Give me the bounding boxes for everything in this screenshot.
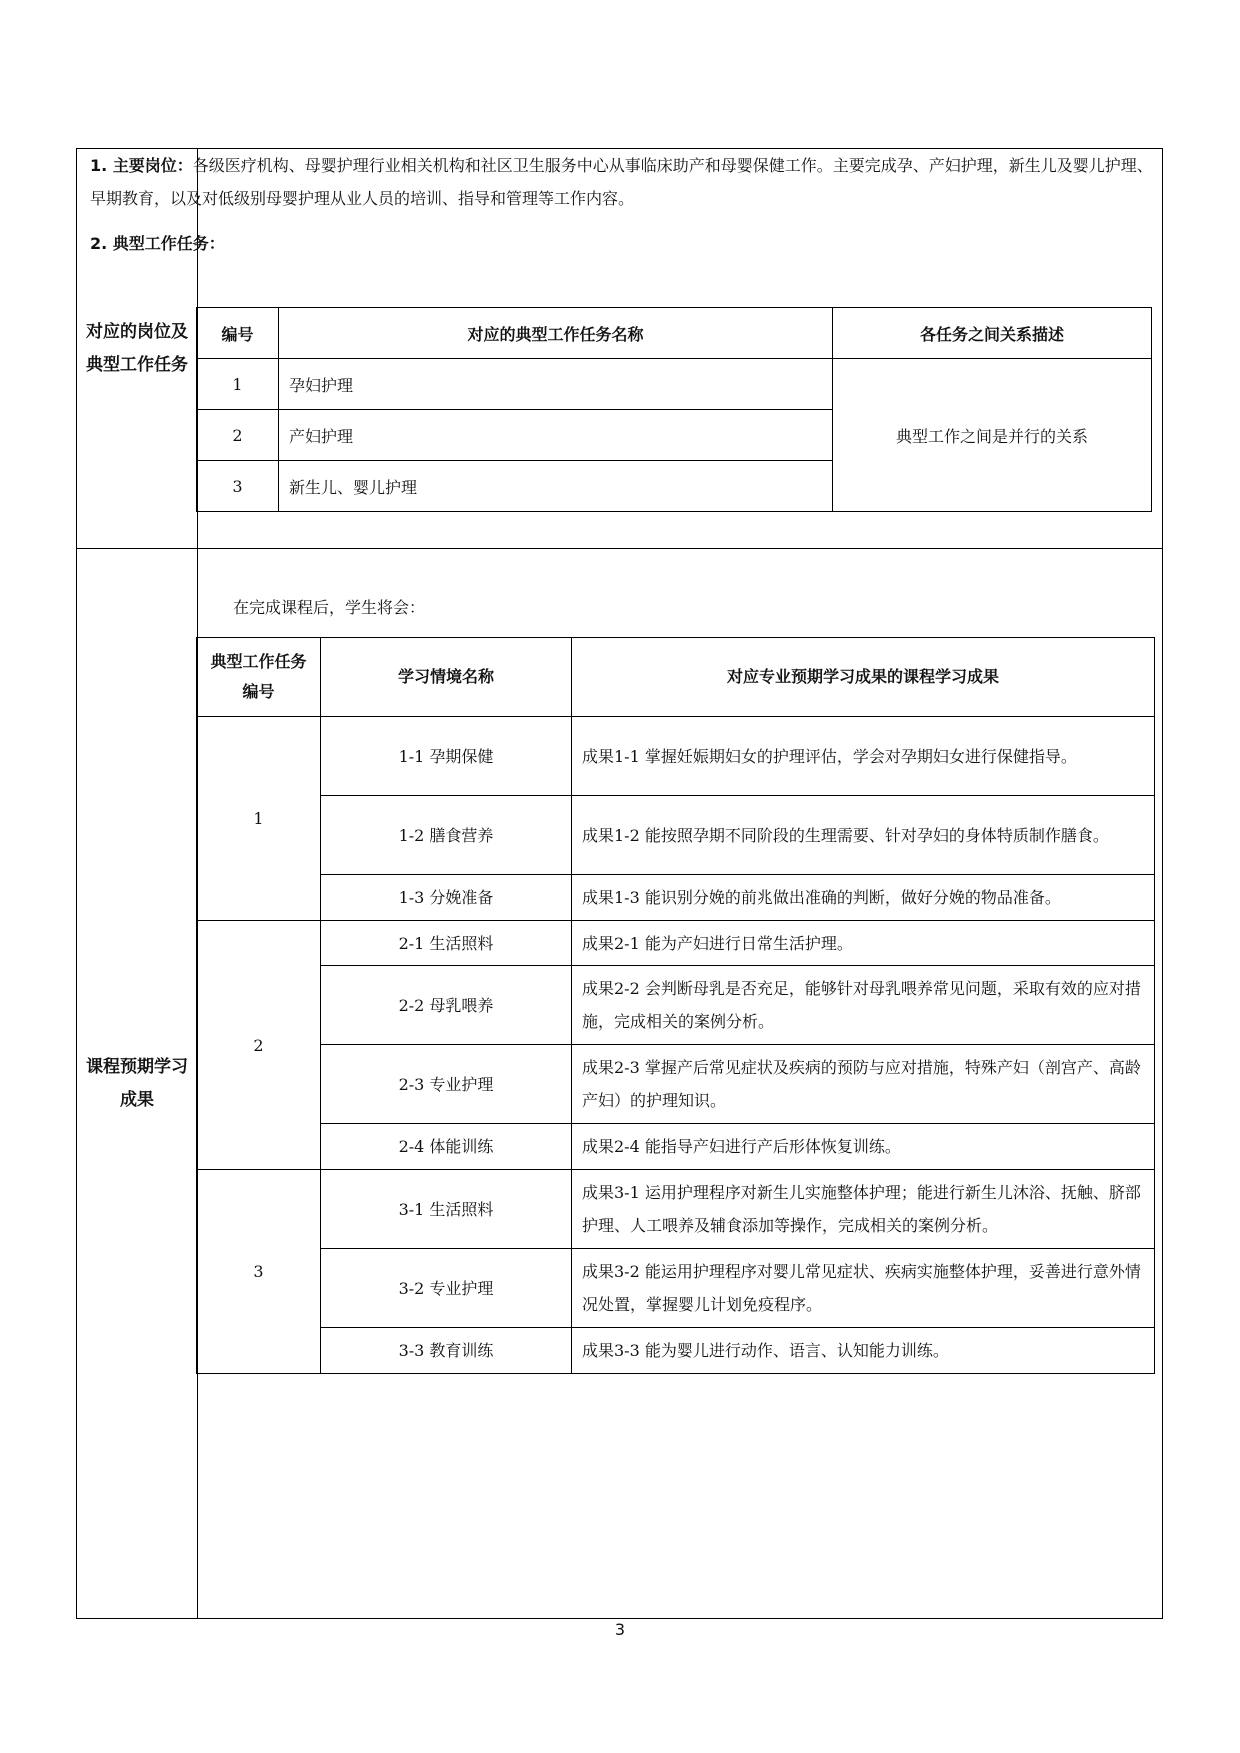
task-name: 新生儿、婴儿护理	[279, 461, 833, 512]
outcome-text: 成果3-3 能为婴儿进行动作、语言、认知能力训练。	[572, 1328, 1155, 1374]
outcome-text: 成果2-1 能为产妇进行日常生活护理。	[572, 921, 1155, 966]
page-number: 3	[614, 1620, 626, 1639]
outcome-text: 成果2-3 掌握产后常见症状及疾病的预防与应对措施，特殊产妇（剖宫产、高龄产妇）的护理知识。	[572, 1045, 1155, 1124]
situation-name: 2-4 体能训练	[321, 1124, 572, 1170]
table-row	[197, 921, 1155, 966]
situation-name: 1-2 膳食营养	[321, 796, 572, 875]
task-no: 3	[197, 461, 279, 512]
situation-name: 2-1 生活照料	[321, 921, 572, 966]
table-row	[197, 966, 1155, 1045]
outcome-text: 成果2-2 会判断母乳是否充足，能够针对母乳喂养常见问题，采取有效的应对措施，完成相关的案例分析。	[572, 966, 1155, 1045]
outcome-header-situation: 学习情境名称	[321, 638, 572, 717]
table-row	[197, 717, 1155, 796]
task-relation: 典型工作之间是并行的关系	[833, 359, 1152, 512]
outcome-text: 成果1-1 掌握妊娠期妇女的护理评估，学会对孕期妇女进行保健指导。	[572, 717, 1155, 796]
section-label-outcomes: 课程预期学习成果	[77, 549, 198, 1619]
situation-name: 2-2 母乳喂养	[321, 966, 572, 1045]
table-row	[197, 1170, 1155, 1249]
task-name: 产妇护理	[279, 410, 833, 461]
main-post-paragraph	[90, 149, 1162, 215]
task-no: 2	[197, 410, 279, 461]
outcome-header-task-no: 典型工作任务编号	[197, 638, 321, 717]
table-row	[197, 1045, 1155, 1124]
outcome-text: 成果1-3 能识别分娩的前兆做出准确的判断，做好分娩的物品准备。	[572, 875, 1155, 921]
situation-name: 3-3 教育训练	[321, 1328, 572, 1374]
learning-outcome-table	[196, 637, 1155, 1374]
table-row	[197, 796, 1155, 875]
section-label-posts: 对应的岗位及典型工作任务	[77, 149, 198, 549]
typical-task-table	[196, 307, 1152, 512]
task-table-header-row	[197, 308, 1152, 359]
situation-name: 2-3 专业护理	[321, 1045, 572, 1124]
typical-tasks-title-paragraph	[90, 227, 1162, 260]
outcome-task-no: 2	[197, 921, 321, 1170]
table-row	[197, 1328, 1155, 1374]
main-post-title: 1. 主要岗位：	[90, 156, 193, 175]
outcome-header-outcome: 对应专业预期学习成果的课程学习成果	[572, 638, 1155, 717]
situation-name: 1-1 孕期保健	[321, 717, 572, 796]
task-header-name: 对应的典型工作任务名称	[279, 308, 833, 359]
main-post-text: 各级医疗机构、母婴护理行业相关机构和社区卫生服务中心从事临床助产和母婴保健工作。主要完成孕、产妇护理，新生儿及婴儿护理、早期教育，以及对低级别母婴护理从业人员的培训、指导和管理等工作内容。	[90, 156, 1153, 208]
outcome-task-no: 3	[197, 1170, 321, 1374]
outcomes-intro: 在完成课程后，学生将会：	[233, 598, 426, 617]
task-header-no: 编号	[197, 308, 279, 359]
task-no: 1	[197, 359, 279, 410]
table-row	[197, 1249, 1155, 1328]
table-row	[197, 359, 1152, 410]
task-header-relation: 各任务之间关系描述	[833, 308, 1152, 359]
typical-tasks-title: 2. 典型工作任务：	[90, 234, 225, 253]
situation-name: 1-3 分娩准备	[321, 875, 572, 921]
outcome-text: 成果2-4 能指导产妇进行产后形体恢复训练。	[572, 1124, 1155, 1170]
situation-name: 3-1 生活照料	[321, 1170, 572, 1249]
outcome-text: 成果3-1 运用护理程序对新生儿实施整体护理；能进行新生儿沐浴、抚触、脐部护理、人工喂养及辅食添加等操作，完成相关的案例分析。	[572, 1170, 1155, 1249]
outcome-task-no: 1	[197, 717, 321, 921]
outcome-table-header-row	[197, 638, 1155, 717]
table-row	[197, 875, 1155, 921]
outcome-text: 成果1-2 能按照孕期不同阶段的生理需要、针对孕妇的身体特质制作膳食。	[572, 796, 1155, 875]
task-name: 孕妇护理	[279, 359, 833, 410]
outcome-text: 成果3-2 能运用护理程序对婴儿常见症状、疾病实施整体护理，妥善进行意外情况处置，掌握婴儿计划免疫程序。	[572, 1249, 1155, 1328]
table-row	[197, 1124, 1155, 1170]
situation-name: 3-2 专业护理	[321, 1249, 572, 1328]
